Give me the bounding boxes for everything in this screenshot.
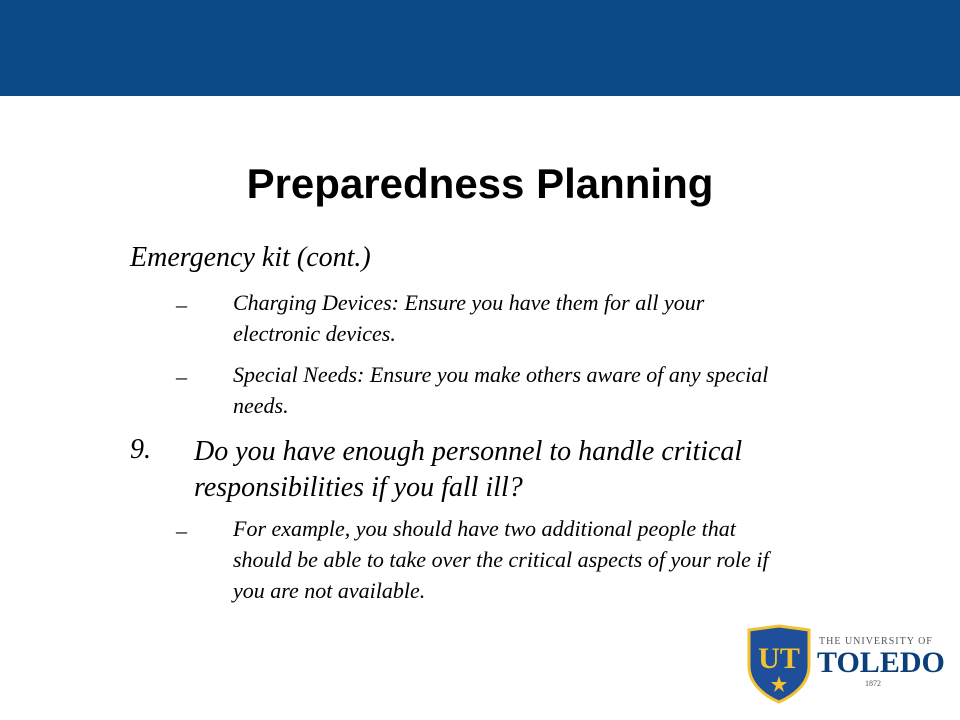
university-logo xyxy=(745,624,945,704)
bullet-line: you are not available. xyxy=(233,578,426,603)
logo-wordmark: TOLEDO xyxy=(817,646,945,679)
question-line: responsibilities if you fall ill? xyxy=(194,472,523,503)
question-line: Do you have enough personnel to handle critical xyxy=(194,436,743,467)
logo-line1: THE UNIVERSITY OF xyxy=(819,636,933,647)
logo-year: 1872 xyxy=(865,679,881,688)
bullet-charging-devices xyxy=(233,287,704,349)
bullet-example xyxy=(233,513,769,606)
section-heading: Emergency kit (cont.) xyxy=(130,242,371,273)
bullet-line: For example, you should have two additional people that xyxy=(233,516,736,541)
shield-icon xyxy=(749,626,809,702)
logo-monogram: UT xyxy=(758,642,800,675)
bullet-dash: – xyxy=(176,292,187,317)
bullet-special-needs xyxy=(233,359,768,421)
question-personnel xyxy=(194,434,742,506)
bullet-line: electronic devices. xyxy=(233,321,396,346)
slide-title: Preparedness Planning xyxy=(246,160,714,207)
bullet-line: should be able to take over the critical aspects of your role if xyxy=(233,547,769,572)
bullet-line: Special Needs: Ensure you make others aware of any special xyxy=(233,362,769,387)
bullet-line: needs. xyxy=(233,393,289,418)
bullet-dash: – xyxy=(176,518,187,543)
item-number: 9. xyxy=(130,434,151,465)
bullet-line: Charging Devices: Ensure you have them for all your xyxy=(233,290,705,315)
bullet-dash: – xyxy=(176,364,187,389)
